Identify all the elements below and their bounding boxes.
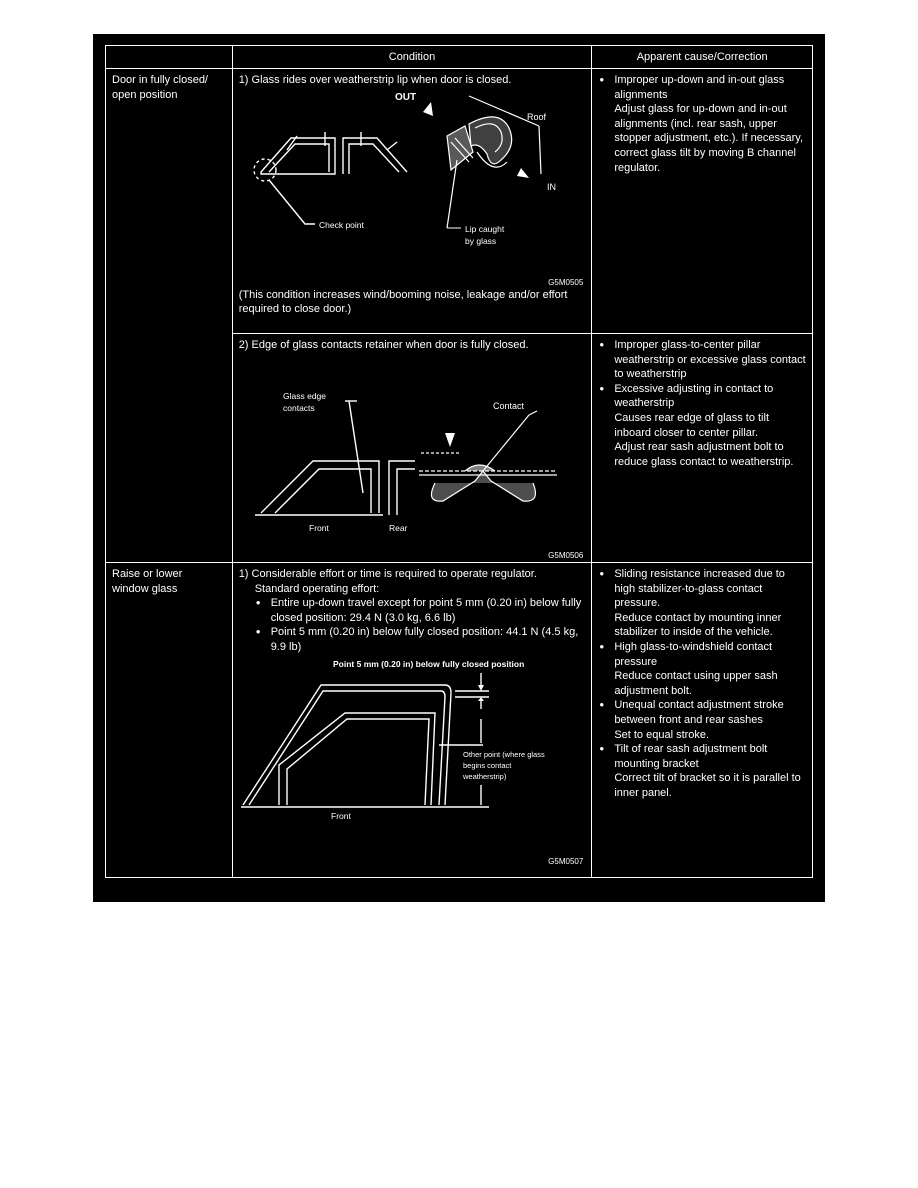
cause-list [598,338,806,469]
symptom-door: Door in fully closed/ open position [112,74,208,101]
label-other-point-2: begins contact [462,760,512,770]
figure-code: G5M0505 [548,277,584,287]
figure-effort-points [239,655,586,867]
condition-cell [232,563,592,878]
table-row [106,69,813,334]
symptom-cell [106,563,233,878]
window-effort-diagram [239,655,579,867]
condition-note: (This condition increases wind/booming noise, leakage and/or effort required to close door.) [238,288,568,316]
condition-cell [232,69,592,334]
effort-list [239,596,586,654]
cause-cell [592,563,813,878]
symptom-cell [106,69,233,563]
figure-code: G5M0506 [548,550,584,560]
list-item: ● Tilt of rear sash adjustment bolt mounting bracket Correct tilt of bracket so it is parallel to inner panel. [598,742,806,800]
figure-code: G5M0507 [548,856,584,866]
list-item: ● Improper up-down and in-out glass alignments Adjust glass for up-down and in-out alignments (incl. rear sash, upper stopper adjustment, etc.). If necessary, correct glass tilt by moving B channel regulator. [598,73,806,175]
condition-cell [232,334,592,563]
cause-list [598,73,806,175]
document-sheet [93,34,825,902]
cause-cell [592,334,813,563]
label-by-glass: by glass [464,235,496,246]
table-header-row [106,46,813,69]
condition-title: 2) Edge of glass contacts retainer when door is fully closed. [238,339,529,351]
arrow-down-icon [445,433,455,447]
troubleshooting-table [105,45,813,878]
label-contacts: contacts [282,402,315,413]
label-other-point-1: Other point (where glass [462,749,545,759]
label-front: Front [308,522,329,533]
label-out: OUT [394,91,416,103]
header-cause: Apparent cause/Correction [592,46,813,69]
symptom-window: Raise or lower window glass [112,568,183,595]
label-glass-edge: Glass edge [282,390,326,401]
list-item: ● Point 5 mm (0.20 in) below fully closed position: 44.1 N (4.5 kg, 9.9 lb) [255,625,586,654]
label-point-5mm: Point 5 mm (0.20 in) below fully closed position [332,658,524,669]
label-front: Front [330,810,351,821]
header-symptom [106,46,233,69]
arrow-in-icon [517,168,529,178]
glass-lip-diagram [239,88,579,288]
condition-title: 1) Considerable effort or time is required to operate regulator. [238,568,537,580]
cause-list [598,567,806,801]
list-item: ● High glass-to-windshield contact pressure Reduce contact using upper sash adjustment bolt. [598,640,806,698]
header-condition: Condition [232,46,592,69]
label-check-point: Check point [318,219,364,230]
label-in: IN [546,181,556,192]
figure-glass-rides-over [239,88,586,288]
label-lip-caught: Lip caught [464,223,504,234]
list-item: ● Improper glass-to-center pillar weatherstrip or excessive glass contact to weatherstrip [598,338,806,382]
label-other-point-3: weatherstrip) [462,771,507,781]
standard-effort-label: Standard operating effort: [254,582,380,595]
label-rear: Rear [388,522,408,533]
list-item: ● Excessive adjusting in contact to weatherstrip Causes rear edge of glass to tilt inboard closer to center pillar. Adjust rear sash adjustment bolt to reduce glass contact to weatherstrip. [598,382,806,470]
list-item: ● Sliding resistance increased due to high stabilizer-to-glass contact pressure. Reduce contact by mounting inner stabilizer to inside of the vehicle. [598,567,806,640]
arrow-out-icon [423,102,433,116]
glass-edge-diagram [239,353,579,557]
cause-cell [592,69,813,334]
table-row [106,563,813,878]
list-item: ● Entire up-down travel except for point 5 mm (0.20 in) below fully closed position: 29.4 N (3.0 kg, 6.6 lb) [255,596,586,625]
label-roof: Roof [526,111,546,122]
condition-title: 1) Glass rides over weatherstrip lip when door is closed. [238,74,512,86]
label-contact: Contact [492,400,524,411]
figure-glass-edge-contact [239,353,586,560]
list-item: ● Unequal contact adjustment stroke between front and rear sashes Set to equal stroke. [598,698,806,742]
